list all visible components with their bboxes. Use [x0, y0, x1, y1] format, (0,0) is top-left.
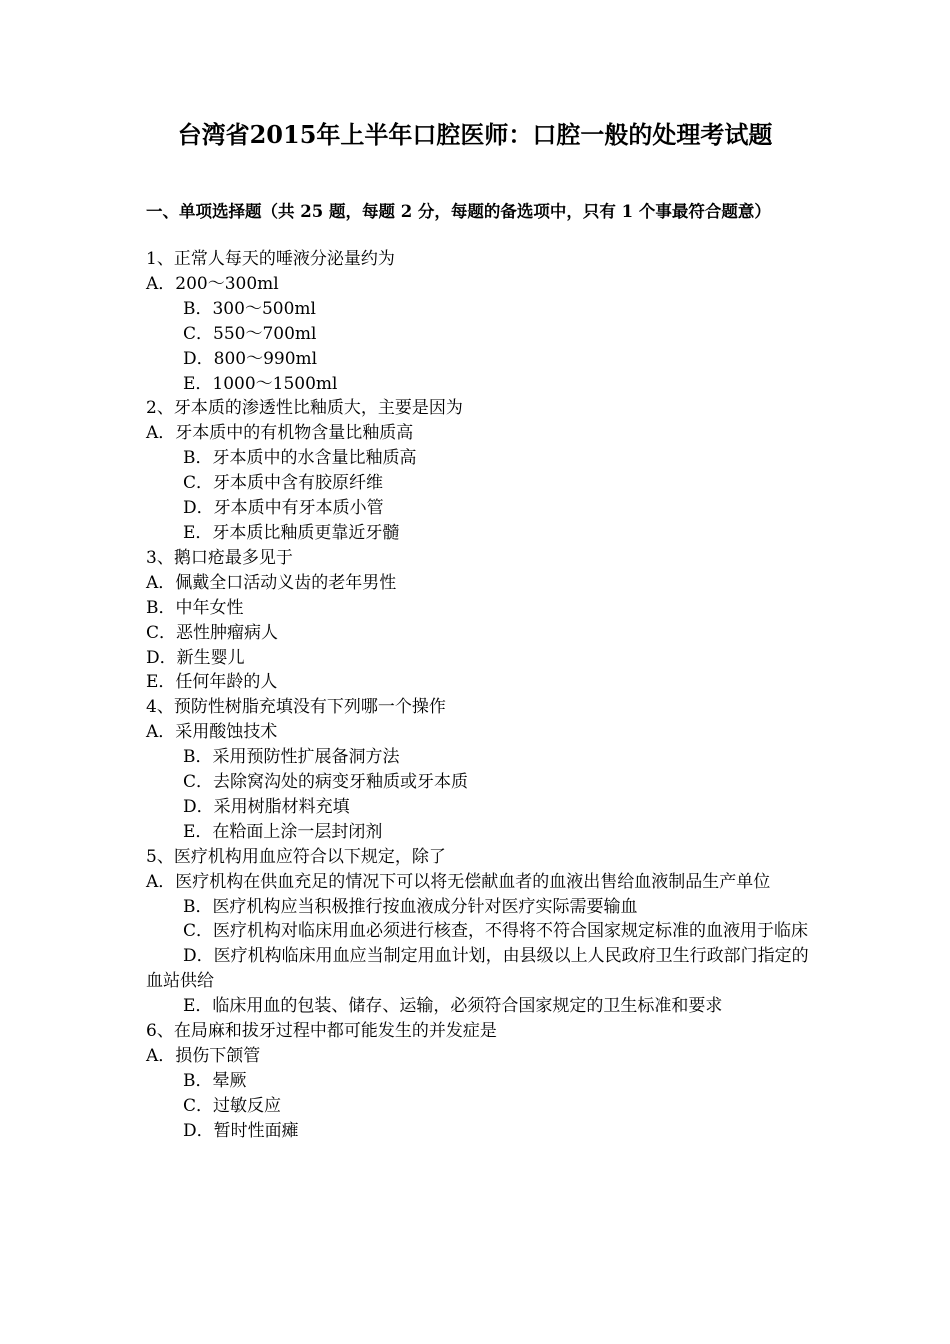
question-5-stem: 5、医疗机构用血应符合以下规定，除了	[146, 846, 446, 867]
question-2-option-a: A．牙本质中的有机物含量比釉质高	[146, 423, 414, 444]
question-4-option-d: D．采用树脂材料充填	[183, 796, 350, 817]
question-1-option-a: A．200～300ml	[146, 273, 279, 294]
question-5-option-e: E．临床用血的包装、储存、运输，必须符合国家规定的卫生标准和要求	[183, 996, 723, 1017]
question-5-option-b: B．医疗机构应当积极推行按血液成分针对医疗实际需要输血	[183, 896, 638, 917]
question-2-option-c: C．牙本质中含有胶原纤维	[183, 473, 384, 494]
question-2-option-e: E．牙本质比釉质更靠近牙髓	[183, 522, 400, 543]
section-heading: 一、单项选择题（共 25 题，每题 2 分，每题的备选项中，只有 1 个事最符合题意）	[146, 202, 771, 221]
question-1-option-c: C．550～700ml	[183, 323, 317, 344]
question-4-option-c: C．去除窝沟处的病变牙釉质或牙本质	[183, 772, 469, 793]
question-4-option-a: A．采用酸蚀技术	[146, 722, 278, 743]
question-6-option-b: B．晕厥	[183, 1070, 247, 1091]
document-title: 台湾省2015年上半年口腔医师：口腔一般的处理考试题	[177, 120, 773, 149]
question-6-stem: 6、在局麻和拔牙过程中都可能发生的并发症是	[146, 1021, 497, 1042]
question-6-option-c: C．过敏反应	[183, 1095, 282, 1116]
question-2-option-d: D．牙本质中有牙本质小管	[183, 498, 384, 519]
question-4-stem: 4、预防性树脂充填没有下列哪一个操作	[146, 697, 446, 718]
question-5-option-a: A．医疗机构在供血充足的情况下可以将无偿献血者的血液出售给血液制品生产单位	[146, 871, 771, 892]
question-3-option-e: E．任何年龄的人	[146, 672, 278, 693]
question-4-option-b: B．采用预防性扩展备洞方法	[183, 747, 400, 768]
question-2-option-b: B．牙本质中的水含量比釉质高	[183, 448, 417, 469]
question-3-option-c: C．恶性肿瘤病人	[146, 622, 279, 643]
question-1-stem: 1、正常人每天的唾液分泌量约为	[146, 249, 395, 269]
question-list	[146, 247, 811, 1144]
question-6-option-a: A．损伤下颌管	[146, 1046, 261, 1066]
question-3-option-b: B．中年女性	[146, 597, 244, 618]
question-4-option-e: E．在粭面上涂一层封闭剂	[183, 821, 383, 842]
question-3-stem: 3、鹅口疮最多见于	[146, 547, 293, 568]
question-1-option-b: B．300～500ml	[183, 298, 316, 319]
question-2-stem: 2、牙本质的渗透性比釉质大，主要是因为	[146, 398, 463, 419]
question-5-option-c: C．医疗机构对临床用血必须进行核查，不得将不符合国家规定标准的血液用于临床	[183, 921, 809, 942]
question-5-option-d: D．医疗机构临床用血应当制定用血计划，由县级以上人民政府卫生行政部门指定的血站供给	[146, 946, 809, 992]
question-3-option-a: A．佩戴全口活动义齿的老年男性	[146, 572, 397, 593]
question-1-option-e: E．1000～1500ml	[183, 373, 338, 394]
question-1-option-d: D．800～990ml	[183, 348, 318, 369]
question-3-option-d: D．新生婴儿	[146, 647, 245, 668]
question-6-option-d: D．暂时性面瘫	[183, 1120, 299, 1141]
